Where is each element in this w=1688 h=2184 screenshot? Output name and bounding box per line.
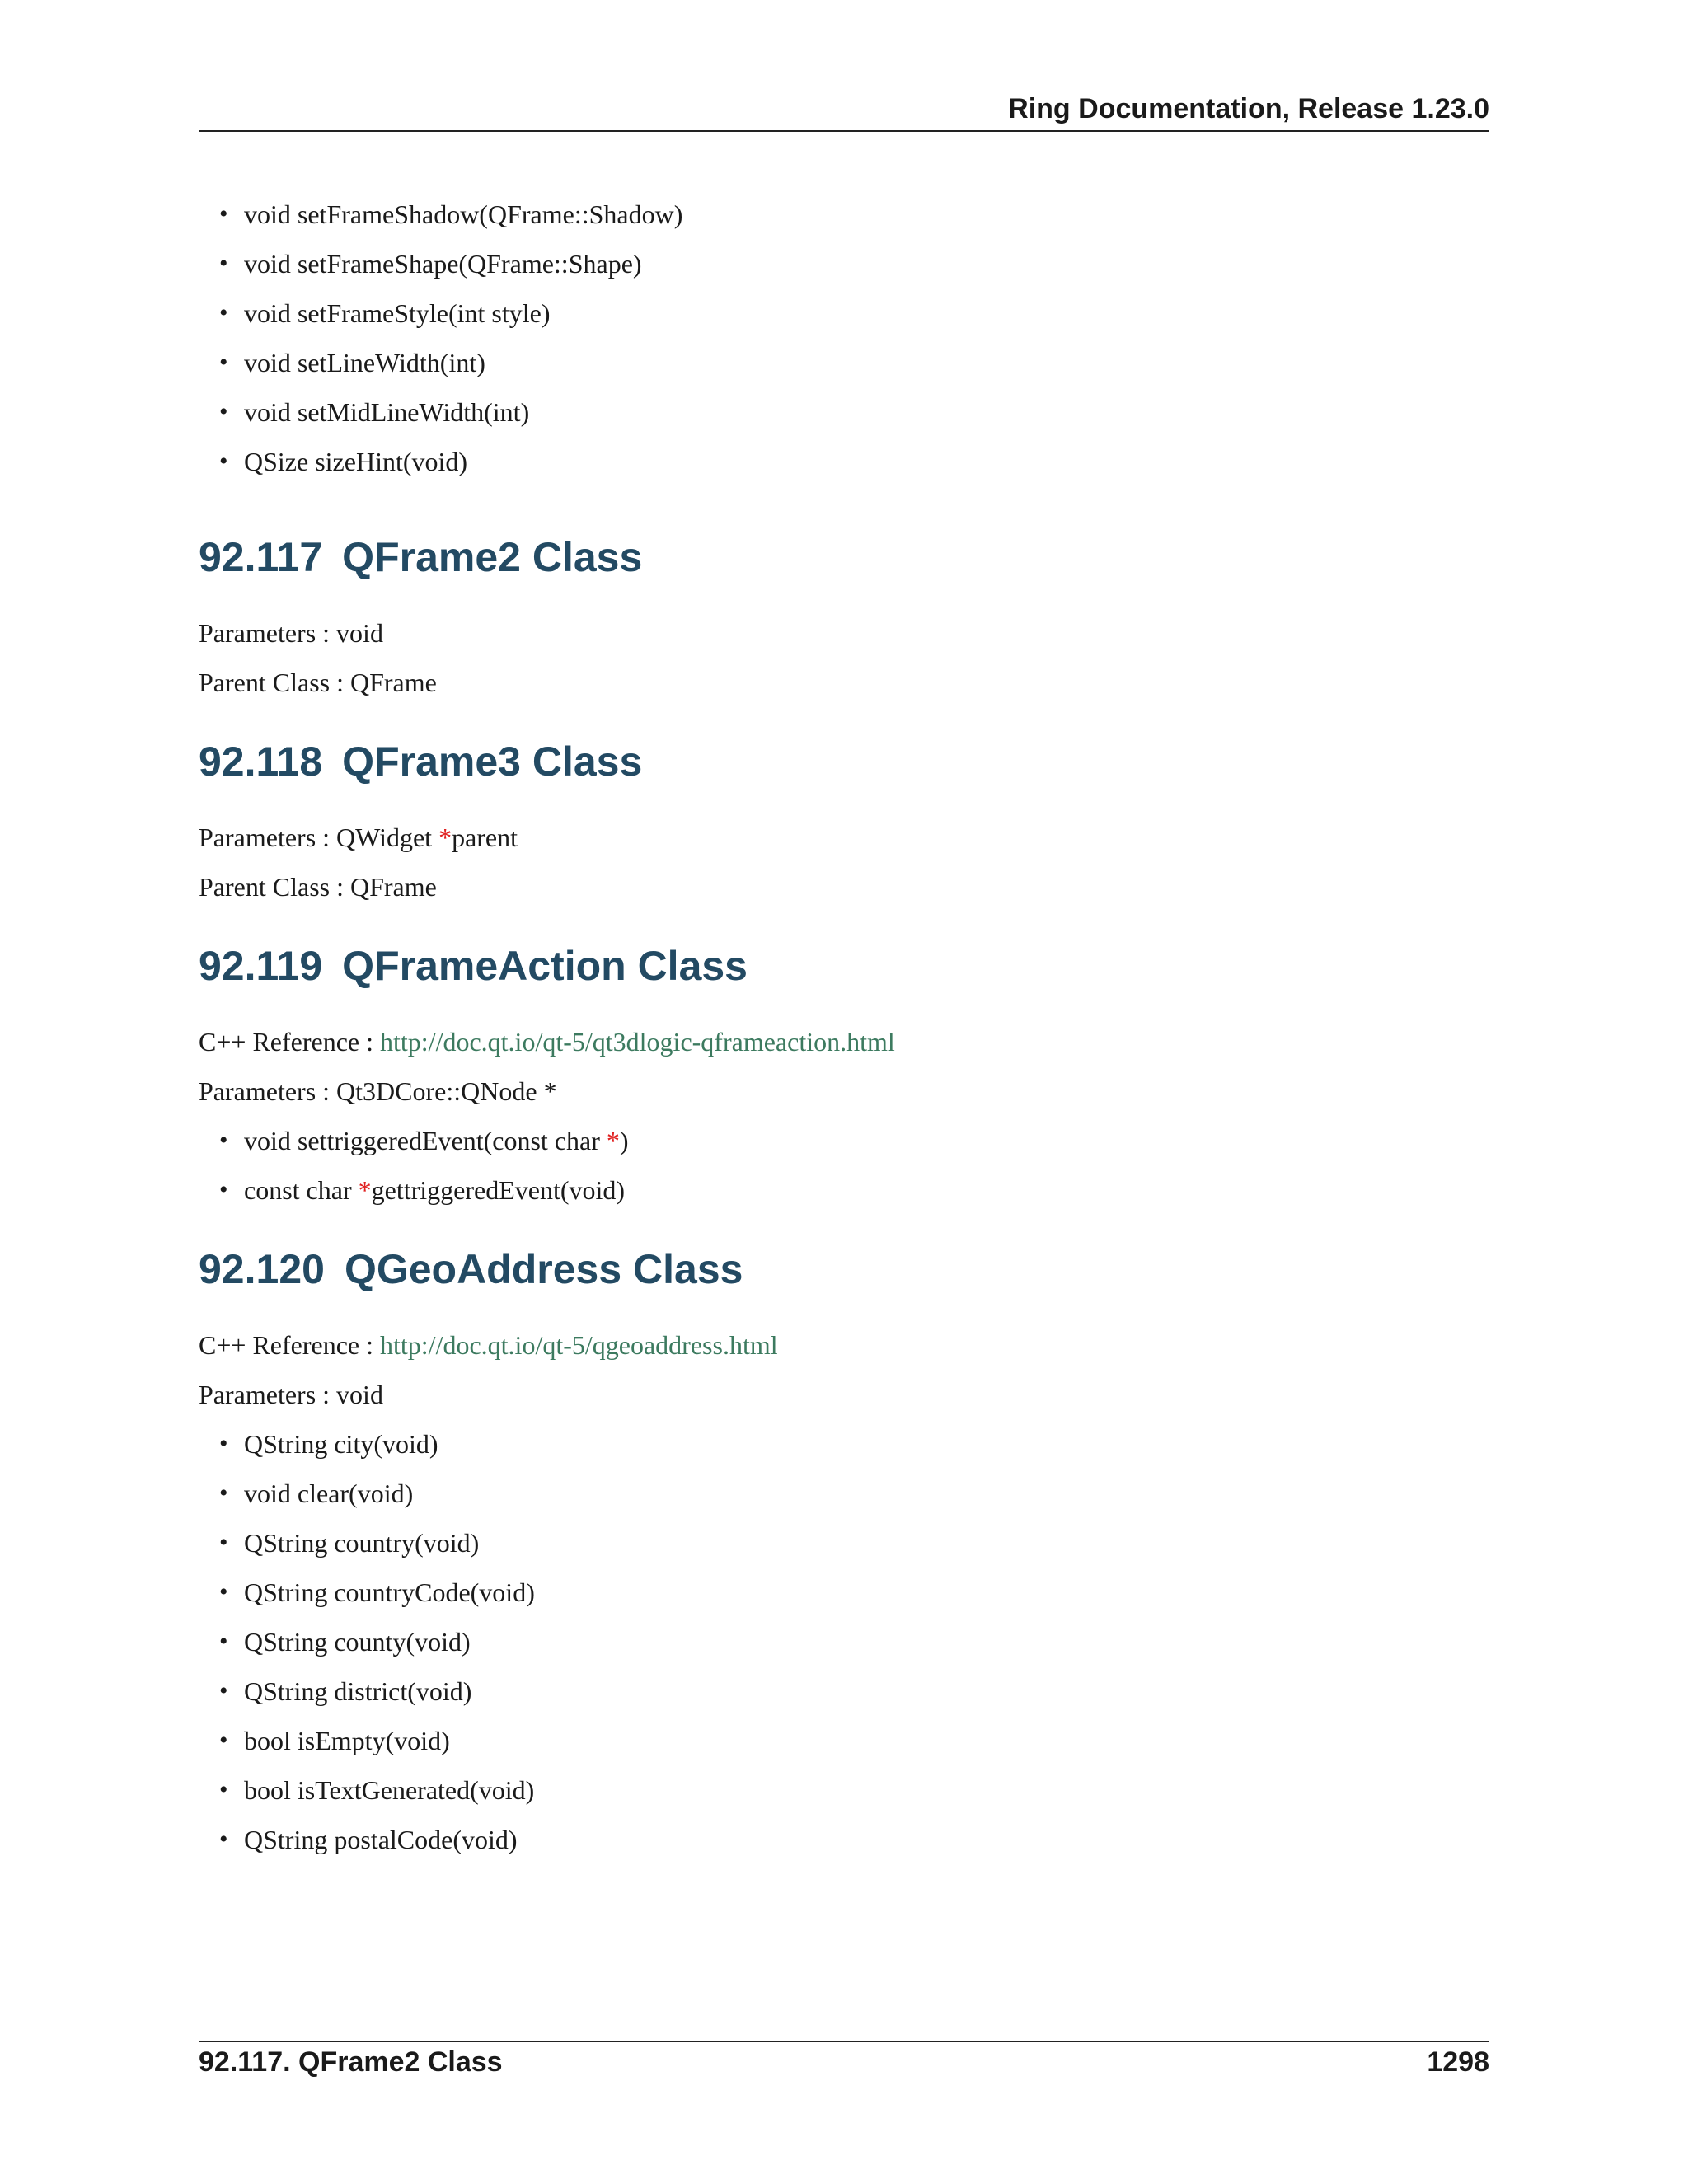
list-item: • QString country(void) <box>219 1528 480 1558</box>
bullet-icon: • <box>219 299 228 326</box>
section-heading <box>199 1244 1489 1294</box>
section-heading <box>199 532 1489 582</box>
list-item: • bool isTextGenerated(void) <box>219 1775 535 1805</box>
section-qframe3 <box>199 737 1489 903</box>
parameters-field: Parameters : void <box>199 618 383 648</box>
section-number: 92.118 <box>199 738 323 785</box>
pointer-star: * <box>358 1175 372 1205</box>
section-number: 92.119 <box>199 943 323 989</box>
parameters-field: Parameters : Qt3DCore::QNode * <box>199 1076 557 1106</box>
list-item: • bool isEmpty(void) <box>219 1726 450 1755</box>
footer-rule <box>199 2041 1489 2042</box>
list-item: • void setLineWidth(int) <box>219 348 485 377</box>
parent-class-field: Parent Class : QFrame <box>199 668 437 697</box>
section-number: 92.117 <box>199 534 323 580</box>
list-item: • void setFrameShape(QFrame::Shape) <box>219 249 642 279</box>
cpp-reference-field: C++ Reference : http://doc.qt.io/qt-5/qgeoaddress.html <box>199 1330 778 1360</box>
bullet-icon: • <box>219 1578 228 1605</box>
list-item: • void settriggeredEvent(const char *) <box>219 1126 629 1155</box>
bullet-icon: • <box>219 1430 228 1457</box>
method-list <box>199 1427 1489 1856</box>
document-page <box>199 0 1489 2184</box>
list-item: • QString county(void) <box>219 1627 471 1657</box>
list-item: • QString city(void) <box>219 1429 438 1459</box>
parameters-field: Parameters : QWidget *parent <box>199 823 518 852</box>
bullet-icon: • <box>219 1479 228 1507</box>
section-heading <box>199 941 1489 991</box>
section-number: 92.120 <box>199 1246 325 1292</box>
section-heading <box>199 737 1489 786</box>
list-item: • QString district(void) <box>219 1676 472 1706</box>
bullet-icon: • <box>219 349 228 376</box>
bullet-icon: • <box>219 1825 228 1853</box>
intro-method-list <box>199 198 1489 478</box>
cpp-reference-field: C++ Reference : http://doc.qt.io/qt-5/qt3dlogic-qframeaction.html <box>199 1027 895 1057</box>
bullet-icon: • <box>219 1776 228 1803</box>
section-title: QGeoAddress Class <box>344 1246 743 1292</box>
bullet-icon: • <box>219 200 228 227</box>
bullet-icon: • <box>219 398 228 425</box>
running-header: Ring Documentation, Release 1.23.0 <box>1008 93 1489 124</box>
bullet-icon: • <box>219 448 228 475</box>
list-item: • void clear(void) <box>219 1479 414 1508</box>
pointer-star: * <box>606 1126 620 1155</box>
bullet-icon: • <box>219 1677 228 1704</box>
list-item: • void setMidLineWidth(int) <box>219 397 530 427</box>
bullet-icon: • <box>219 1529 228 1556</box>
section-title: QFrame3 Class <box>342 738 643 785</box>
section-title: QFrameAction Class <box>342 943 748 989</box>
list-item: • QString postalCode(void) <box>219 1825 518 1854</box>
section-title: QFrame2 Class <box>342 534 643 580</box>
bullet-icon: • <box>219 1176 228 1203</box>
list-item: • QString countryCode(void) <box>219 1577 535 1607</box>
parameters-field: Parameters : void <box>199 1380 383 1409</box>
list-item: • QSize sizeHint(void) <box>219 447 468 476</box>
page-content <box>199 198 1489 1856</box>
parent-class-field: Parent Class : QFrame <box>199 872 437 902</box>
pointer-star: * <box>438 823 452 852</box>
section-qframeaction <box>199 941 1489 1207</box>
bullet-icon: • <box>219 1727 228 1754</box>
page-number: 1298 <box>1427 2046 1489 2078</box>
bullet-icon: • <box>219 250 228 277</box>
footer-section-title: 92.117. QFrame2 Class <box>199 2046 503 2078</box>
bullet-icon: • <box>219 1628 228 1655</box>
method-list <box>199 1124 1489 1207</box>
cpp-reference-link[interactable]: http://doc.qt.io/qt-5/qgeoaddress.html <box>380 1330 778 1360</box>
cpp-reference-link[interactable]: http://doc.qt.io/qt-5/qt3dlogic-qframeaction.html <box>380 1027 895 1057</box>
list-item: • const char *gettriggeredEvent(void) <box>219 1175 626 1205</box>
section-qframe2 <box>199 532 1489 699</box>
list-item: • void setFrameStyle(int style) <box>219 298 551 328</box>
bullet-icon: • <box>219 1127 228 1154</box>
section-qgeoaddress <box>199 1244 1489 1856</box>
list-item: • void setFrameShadow(QFrame::Shadow) <box>219 199 683 229</box>
header-rule <box>199 130 1489 132</box>
